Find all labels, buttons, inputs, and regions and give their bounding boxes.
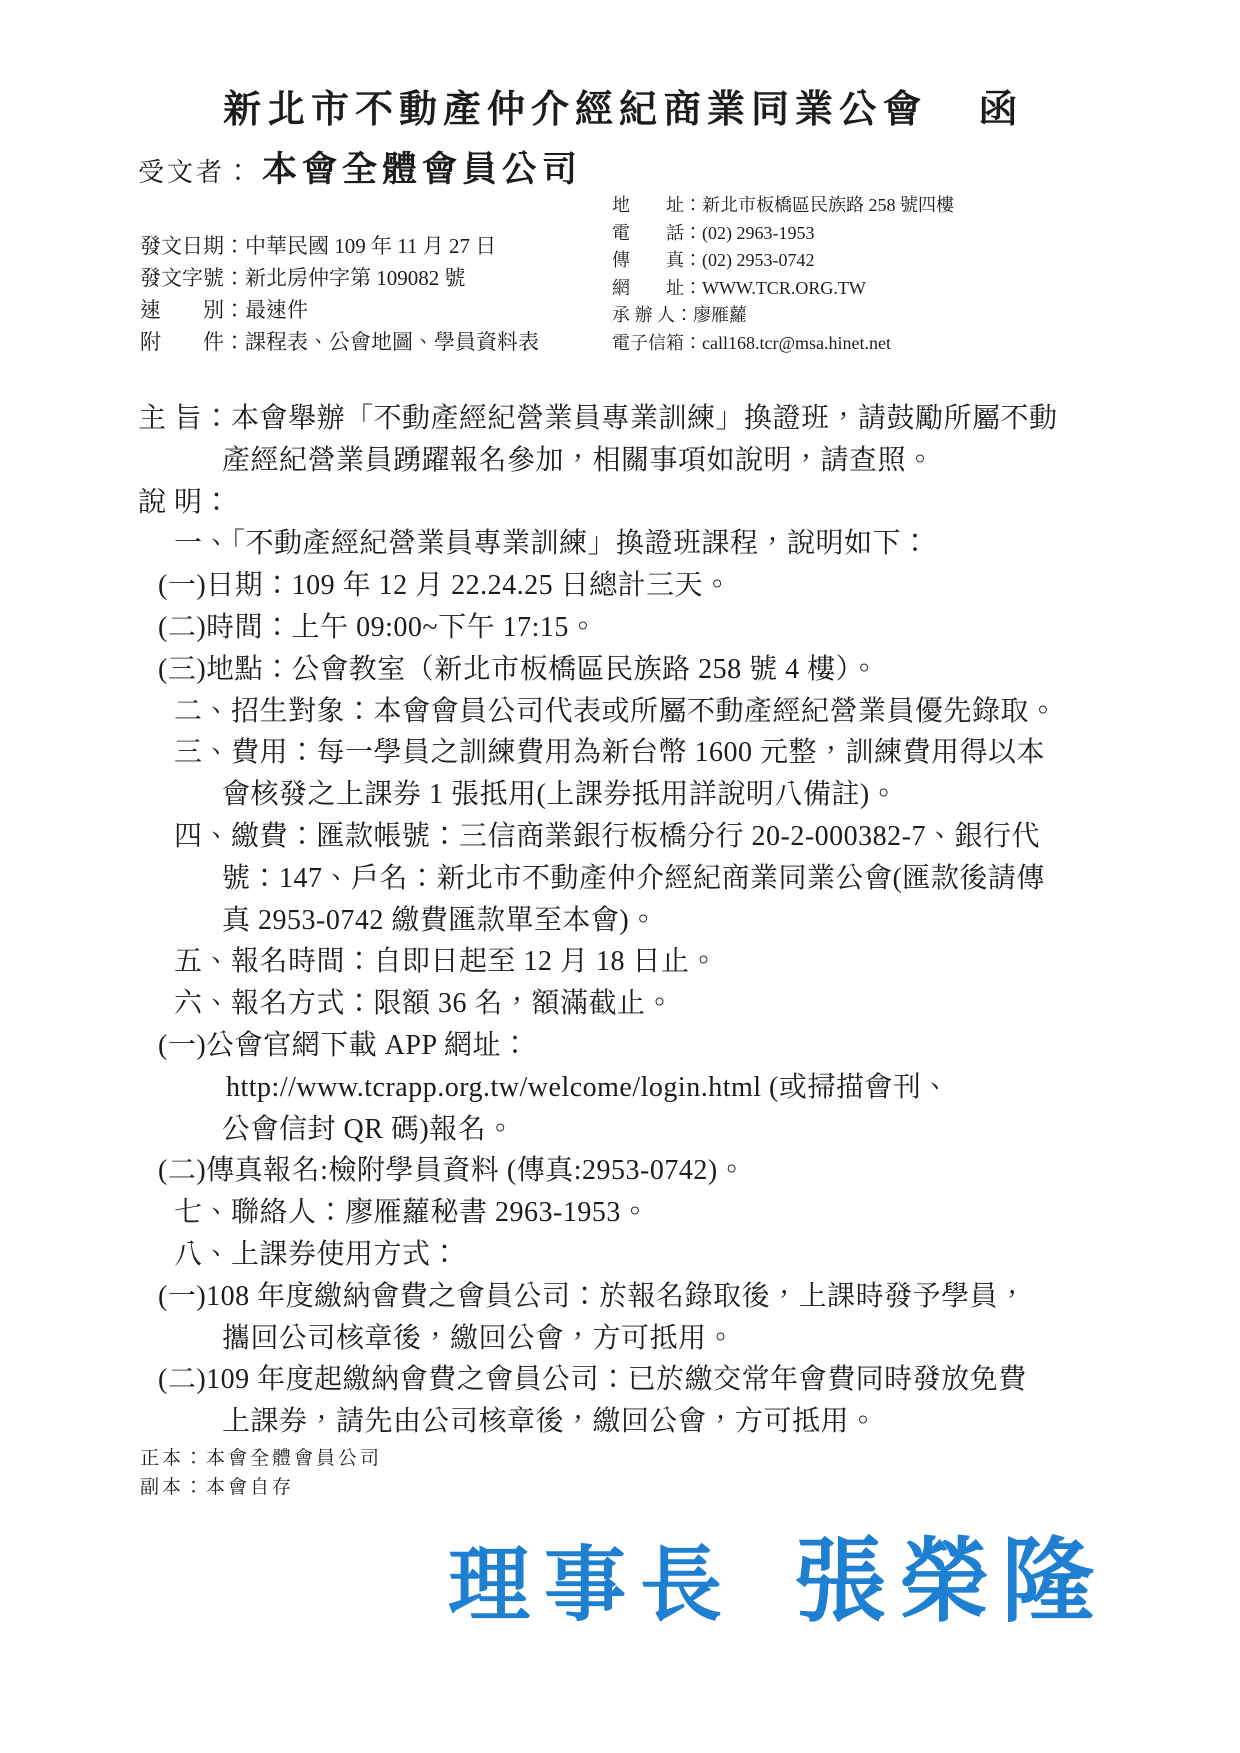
meta-label: 發文日期： [140, 234, 245, 258]
body-line: 八、上課券使用方式： [174, 1238, 460, 1270]
meta-value: 最速件 [245, 298, 308, 322]
recipient-line [138, 142, 582, 192]
meta-row [140, 262, 539, 294]
meta-row [612, 192, 954, 220]
meta-label: 附 件： [140, 330, 245, 354]
body-line: 七、聯絡人：廖雁蘿秘書 2963-1953。 [174, 1197, 650, 1229]
body-line: 二、招生對象：本會會員公司代表或所屬不動產經紀營業員優先錄取。 [174, 695, 1058, 727]
meta-label: 速 別： [140, 298, 245, 322]
meta-value: call168.tcr@msa.hinet.net [702, 332, 892, 353]
recipient-label: 受文者： [138, 158, 255, 187]
body-line: 五、報名時間：自即日起至 12 月 18 日止。 [174, 946, 719, 978]
footer-line: 正本：本會全體會員公司 [140, 1448, 383, 1469]
body-line: 一、「不動產經紀營業員專業訓練」換證班課程，說明如下： [174, 528, 930, 560]
body-line: (一)日期：109 年 12 月 22.24.25 日總計三天。 [158, 570, 732, 602]
meta-label: 承 辦 人： [612, 305, 693, 325]
meta-label: 傳 真： [612, 250, 702, 270]
meta-row [612, 330, 954, 358]
meta-row [140, 294, 539, 326]
copy-distribution-block [140, 1444, 382, 1502]
signature [448, 1508, 1106, 1640]
signature-title: 理事長 [448, 1540, 737, 1631]
meta-right-block [612, 192, 954, 357]
meta-value: 中華民國 109 年 11 月 27 日 [245, 234, 497, 258]
meta-value: (02) 2953-0742 [702, 250, 815, 270]
meta-value: 新北市板橋區民族路 258 號四樓 [702, 195, 954, 215]
meta-value: 廖雁蘿 [693, 305, 747, 325]
letter-body [138, 398, 1138, 1443]
body-line: 會核發之上課券 1 張抵用(上課券抵用詳說明八備註)。 [222, 779, 899, 811]
body-line: 三、費用：每一學員之訓練費用為新台幣 1600 元整，訓練費用得以本 [174, 737, 1046, 769]
meta-label: 網 址： [612, 277, 702, 298]
letter-title [0, 78, 1240, 133]
footer-line: 副本：本會自存 [140, 1477, 295, 1498]
meta-row [140, 326, 539, 358]
body-line: (三)地點：公會教室（新北市板橋區民族路 258 號 4 樓）。 [158, 653, 879, 685]
meta-value: 新北房仲字第 109082 號 [245, 266, 466, 290]
body-line: 上課券，請先由公司核章後，繳回公會，方可抵用。 [222, 1406, 878, 1438]
body-line: 攜回公司核章後，繳回公會，方可抵用。 [222, 1322, 736, 1354]
document-type-label: 函 [979, 89, 1018, 131]
meta-row [612, 247, 954, 275]
organization-name: 新北市不動產仲介經紀商業同業公會 [222, 89, 927, 131]
meta-value: WWW.TCR.ORG.TW [702, 277, 866, 298]
meta-row [612, 275, 954, 303]
body-line: http://www.tcrapp.org.tw/welcome/login.html (或掃描會刊、 [226, 1071, 950, 1103]
meta-value: (02) 2963-1953 [702, 222, 815, 243]
body-line: 說 明： [138, 486, 232, 518]
meta-left-block [140, 230, 539, 358]
body-line: 號：147、戶名：新北市不動產仲介經紀商業同業公會(匯款後請傳 [222, 862, 1045, 894]
body-line: (二)傳真報名:檢附學員資料 (傳真:2953-0742)。 [158, 1155, 747, 1187]
body-line: (一)108 年度繳納會費之會員公司：於報名錄取後，上課時發予學員， [158, 1280, 1027, 1312]
body-line: (二)時間：上午 09:00~下午 17:15。 [158, 611, 598, 643]
meta-value: 課程表、公會地圖、學員資料表 [245, 330, 539, 354]
meta-label: 地 址： [612, 195, 702, 215]
meta-label: 電子信箱： [612, 332, 702, 353]
meta-row [612, 302, 954, 330]
body-line: 主 旨：本會舉辦「不動產經紀營業員專業訓練」換證班，請鼓勵所屬不動 [138, 403, 1058, 434]
meta-row [140, 230, 539, 262]
meta-label: 發文字號： [140, 266, 245, 290]
body-line: 四、繳費：匯款帳號：三信商業銀行板橋分行 20-2-000382-7、銀行代 [174, 820, 1040, 852]
body-line: 產經紀營業員踴躍報名參加，相關事項如說明，請查照。 [222, 444, 935, 476]
meta-label: 電 話： [612, 222, 702, 243]
body-line: 公會信封 QR 碼)報名。 [222, 1113, 515, 1145]
body-line: 六、報名方式：限額 36 名，額滿截止。 [174, 988, 675, 1020]
body-line: 真 2953-0742 繳費匯款單至本會)。 [222, 904, 658, 936]
signature-name: 張榮隆 [794, 1531, 1107, 1633]
body-line: (二)109 年度起繳納會費之會員公司：已於繳交常年會費同時發放免費 [158, 1364, 1027, 1396]
body-line: (一)公會官網下載 APP 網址： [158, 1029, 530, 1061]
meta-row [612, 220, 954, 248]
recipient-value: 本會全體會員公司 [262, 150, 583, 189]
